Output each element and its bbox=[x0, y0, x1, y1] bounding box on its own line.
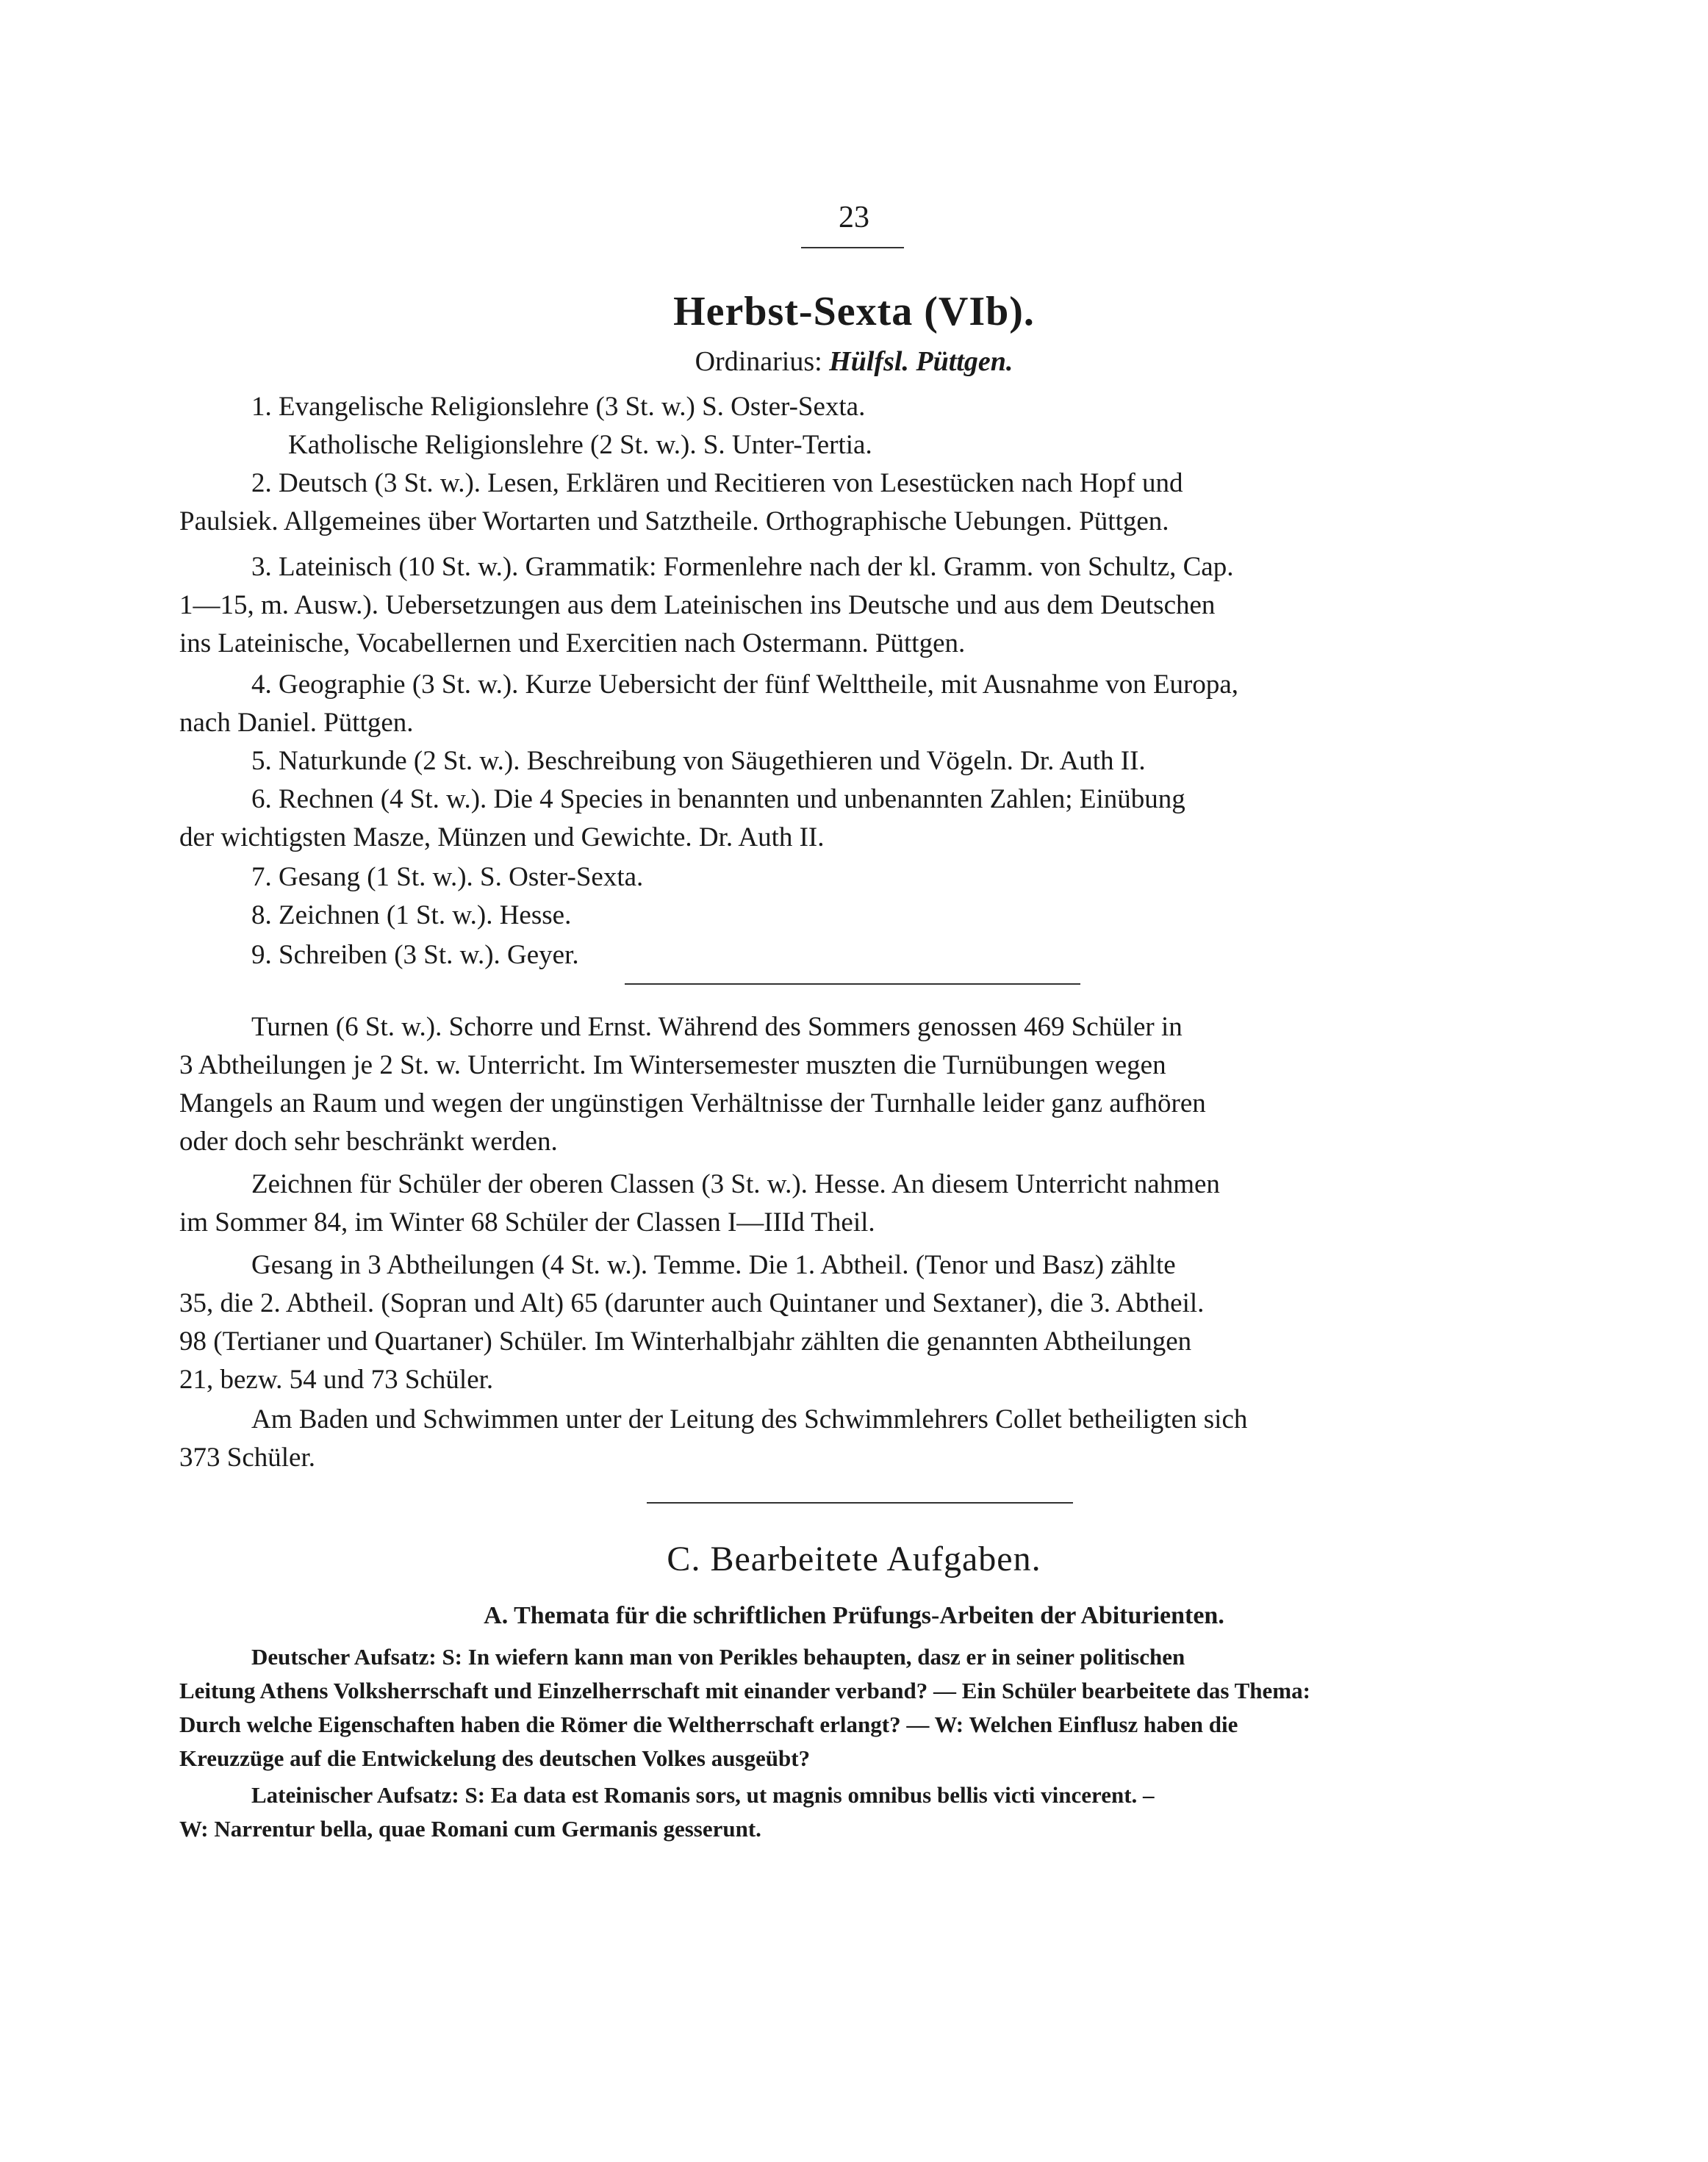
turnen-line-3: Mangels an Raum und wegen der ungünstigen Verhältnisse der Turnhalle leider ganz aufhören bbox=[179, 1088, 1206, 1118]
section-a-subtitle: A. Themata für die schriftlichen Prüfungs-Arbeiten der Abiturienten. bbox=[484, 1602, 1224, 1629]
subject-8: 8. Zeichnen (1 St. w.). Hesse. bbox=[251, 900, 572, 930]
separator-rule-1 bbox=[625, 983, 1080, 985]
class-title: Herbst-Sexta (VIb). bbox=[673, 289, 1035, 334]
subject-1: 1. Evangelische Religionslehre (3 St. w.) S. Oster-Sexta. bbox=[251, 392, 866, 422]
ordinarius bbox=[0, 345, 1708, 378]
gesang-line-2: 35, die 2. Abtheil. (Sopran und Alt) 65 (darunter auch Quintaner und Sextaner), die 3. Abtheil. bbox=[179, 1288, 1205, 1318]
subject-6-line-2: der wichtigsten Masze, Münzen und Gewichte. Dr. Auth II. bbox=[179, 822, 825, 852]
gesang-line-4: 21, bezw. 54 und 73 Schüler. bbox=[179, 1365, 494, 1395]
subject-5: 5. Naturkunde (2 St. w.). Beschreibung von Säugethieren und Vögeln. Dr. Auth II. bbox=[251, 746, 1146, 776]
separator-rule-2 bbox=[647, 1502, 1073, 1504]
subject-3-line-1: 3. Lateinisch (10 St. w.). Grammatik: Formenlehre nach der kl. Gramm. von Schultz, Cap. bbox=[251, 552, 1234, 582]
subject-7: 7. Gesang (1 St. w.). S. Oster-Sexta. bbox=[251, 862, 644, 892]
subject-4-line-1: 4. Geographie (3 St. w.). Kurze Uebersicht der fünf Welttheile, mit Ausnahme von Europa, bbox=[251, 669, 1239, 700]
page-number-rule bbox=[801, 247, 904, 248]
baden-line-2: 373 Schüler. bbox=[179, 1443, 315, 1473]
latein-topic-line-2: W: Narrentur bella, quae Romani cum Germanis gesserunt. bbox=[179, 1816, 761, 1842]
subject-1b: Katholische Religionslehre (2 St. w.). S. Unter-Tertia. bbox=[288, 430, 872, 460]
page-number: 23 bbox=[839, 201, 869, 234]
subject-6-line-1: 6. Rechnen (4 St. w.). Die 4 Species in benannten und unbenannten Zahlen; Einübung bbox=[251, 784, 1185, 814]
subject-3-line-3: ins Lateinische, Vocabellernen und Exercitien nach Ostermann. Püttgen. bbox=[179, 628, 966, 658]
deutsch-topic-line-4: Kreuzzüge auf die Entwickelung des deutschen Volkes ausgeübt? bbox=[179, 1745, 811, 1771]
zeichnen-line-1: Zeichnen für Schüler der oberen Classen (3 St. w.). Hesse. An diesem Unterricht nahmen bbox=[251, 1169, 1220, 1199]
turnen-line-4: oder doch sehr beschränkt werden. bbox=[179, 1127, 558, 1157]
ordinarius-name: Hülfsl. Püttgen. bbox=[829, 346, 1013, 377]
ordinarius-label: Ordinarius: bbox=[695, 346, 822, 377]
subject-2-line-2: Paulsiek. Allgemeines über Wortarten und Satztheile. Orthographische Uebungen. Püttgen. bbox=[179, 506, 1169, 536]
subject-2-line-1: 2. Deutsch (3 St. w.). Lesen, Erklären und Recitieren von Lesestücken nach Hopf und bbox=[251, 468, 1183, 498]
deutsch-topic-line-3: Durch welche Eigenschaften haben die Römer die Weltherrschaft erlangt? — W: Welchen Einflusz haben die bbox=[179, 1712, 1238, 1737]
subject-4-line-2: nach Daniel. Püttgen. bbox=[179, 708, 414, 738]
gesang-line-3: 98 (Tertianer und Quartaner) Schüler. Im Winterhalbjahr zählten die genannten Abtheilungen bbox=[179, 1326, 1192, 1357]
section-c-title: C. Bearbeitete Aufgaben. bbox=[667, 1540, 1041, 1579]
turnen-line-1: Turnen (6 St. w.). Schorre und Ernst. Während des Sommers genossen 469 Schüler in bbox=[251, 1012, 1183, 1042]
deutsch-topic-line-2: Leitung Athens Volksherrschaft und Einzelherrschaft mit einander verband? — Ein Schüler bearbeitete das Thema: bbox=[179, 1678, 1310, 1703]
zeichnen-line-2: im Sommer 84, im Winter 68 Schüler der Classen I—IIId Theil. bbox=[179, 1207, 875, 1238]
baden-line-1: Am Baden und Schwimmen unter der Leitung des Schwimmlehrers Collet betheiligten sich bbox=[251, 1404, 1248, 1434]
subject-3-line-2: 1—15, m. Ausw.). Uebersetzungen aus dem Lateinischen ins Deutsche und aus dem Deutschen bbox=[179, 590, 1216, 620]
latein-topic-line-1: Lateinischer Aufsatz: S: Ea data est Romanis sors, ut magnis omnibus bellis victi vincerent. – bbox=[251, 1782, 1155, 1808]
turnen-line-2: 3 Abtheilungen je 2 St. w. Unterricht. Im Wintersemester muszten die Turnübungen wegen bbox=[179, 1050, 1166, 1080]
deutsch-topic-line-1: Deutscher Aufsatz: S: In wiefern kann man von Perikles behaupten, dasz er in seiner politischen bbox=[251, 1644, 1185, 1670]
subject-9: 9. Schreiben (3 St. w.). Geyer. bbox=[251, 940, 579, 970]
gesang-line-1: Gesang in 3 Abtheilungen (4 St. w.). Temme. Die 1. Abtheil. (Tenor und Basz) zählte bbox=[251, 1250, 1176, 1280]
